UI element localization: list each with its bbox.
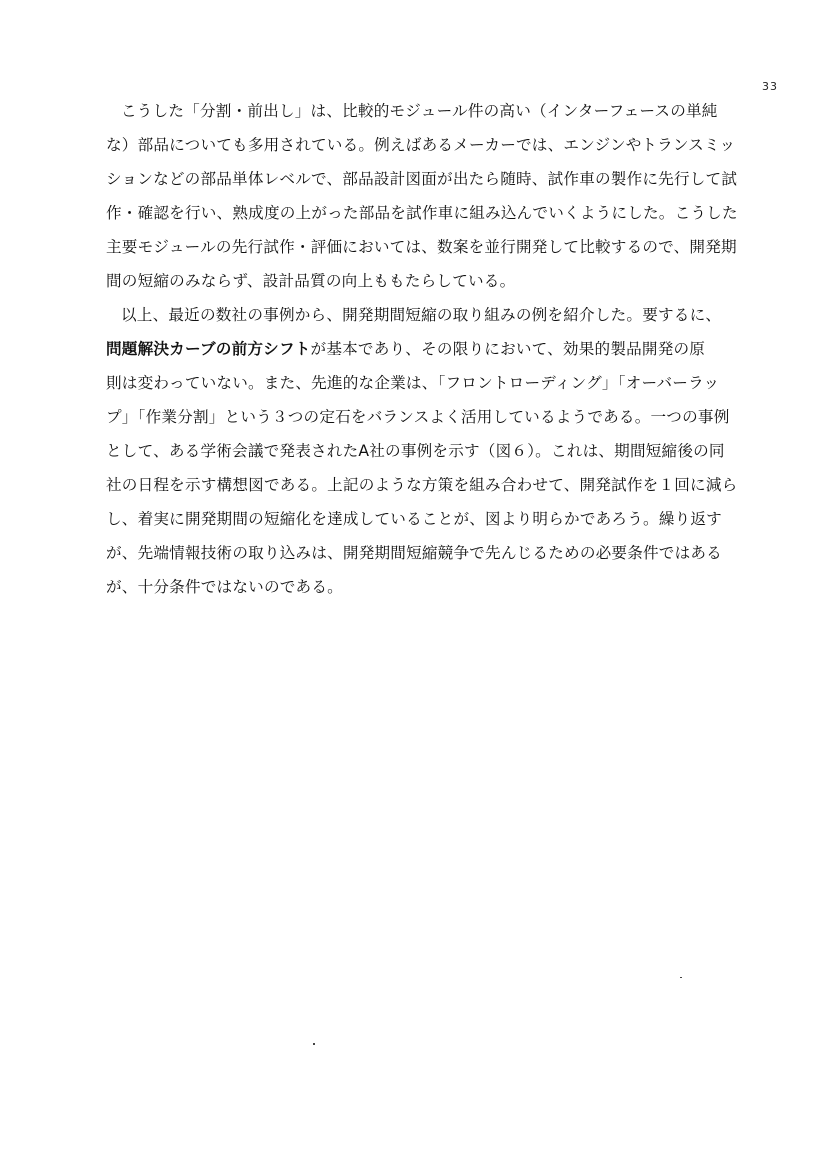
emphasis-text: 問題解決カーブの前方シフト xyxy=(106,340,311,358)
scan-speck xyxy=(680,977,682,978)
paragraph-2-line-3: 則は変わっていない。また、先進的な企業は、「フロントローディング」「オーバーラッ xyxy=(106,374,720,392)
paragraph-2-line-7: し、着実に開発期間の短縮化を達成していることが、図より明らかであろう。繰り返す xyxy=(106,510,722,528)
paragraph-2-line-4: プ」「作業分割」という３つの定石をバランスよく活用しているようである。一つの事例 xyxy=(106,408,730,426)
paragraph-1-line-5: 主要モジュールの先行試作・評価においては、数案を並行開発して比較するので、開発期 xyxy=(106,238,737,256)
paragraph-1-line-2: な）部品についても多用されている。例えばあるメーカーでは、エンジンやトランスミッ xyxy=(106,136,736,154)
paragraph-2-line-2 xyxy=(106,332,778,366)
scan-speck xyxy=(313,1043,315,1045)
paragraph-1-line-4: 作・確認を行い、熟成度の上がった部品を試作車に組み込んでいくようにした。こうした xyxy=(106,204,738,222)
paragraph-1-line-3: ションなどの部品単体レベルで、部品設計図面が出たら随時、試作車の製作に先行して試 xyxy=(106,170,738,188)
page-number: 33 xyxy=(762,80,778,93)
body-text xyxy=(106,94,778,604)
paragraph-2-line-2-rest: が基本であり、その限りにおいて、効果的製品開発の原 xyxy=(310,340,706,358)
paragraph-2-line-9: が、十分条件ではないのである。 xyxy=(106,578,343,596)
paragraph-2-line-1: 以上、最近の数社の事例から、開発期間短縮の取り組みの例を紹介した。要するに、 xyxy=(121,306,722,324)
paragraph-1-line-6: 間の短縮のみならず、設計品質の向上ももたらしている。 xyxy=(106,272,516,290)
paragraph-1-line-1: こうした「分割・前出し」は、比較的モジュール件の高い（インターフェースの単純 xyxy=(121,102,718,120)
paragraph-2-line-6: 社の日程を示す構想図である。上記のような方策を組み合わせて、開発試作を１回に減ら xyxy=(106,476,738,494)
paragraph-2-line-8: が、先端情報技術の取り込みは、開発期間短縮競争で先んじるための必要条件ではある xyxy=(106,544,722,562)
paragraph-2-line-5: として、ある学術会議で発表されたA社の事例を示す（図６）。これは、期間短縮後の同 xyxy=(106,442,725,460)
